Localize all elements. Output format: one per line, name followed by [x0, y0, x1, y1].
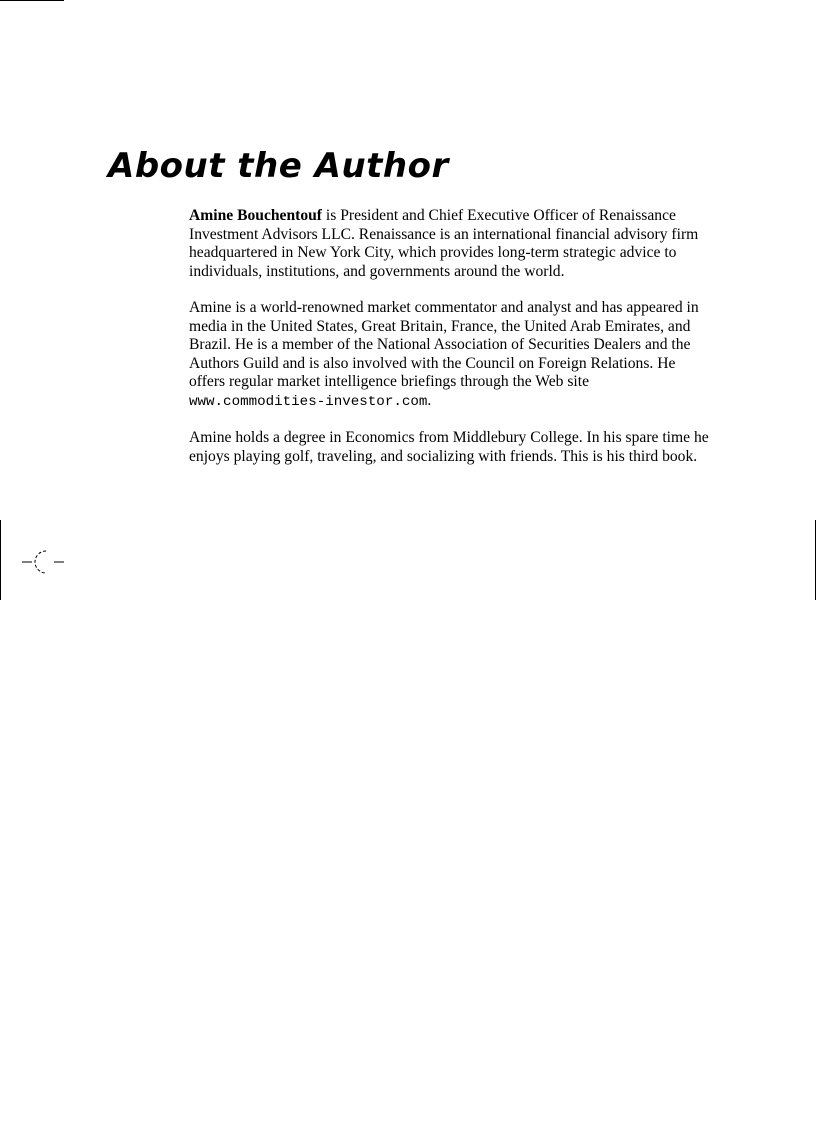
registration-mark-icon — [22, 548, 68, 576]
bio-paragraph-3-text: Amine holds a degree in Economics from Middlebury College. In his spare time he enjoys playing golf, traveling, and socializing with friends. This is his third book. — [189, 429, 709, 465]
bio-paragraph-3 — [189, 429, 709, 466]
crop-mark-top — [0, 0, 64, 1]
bio-paragraph-1-text: is President and Chief Executive Officer of Renaissance Investment Advisors LLC. Renaissance is an international financial advisory firm headquartered in New York City, which provides long-term strategic advice to individuals, institutions, and governments around the world. — [189, 207, 699, 280]
bio-paragraph-2-end: . — [427, 391, 432, 409]
bio-paragraph-2 — [189, 299, 709, 411]
page-title: About the Author — [108, 146, 449, 186]
author-bio — [189, 207, 709, 484]
margin-rule-left — [0, 520, 1, 600]
bio-paragraph-1 — [189, 207, 709, 281]
bio-paragraph-2-text: Amine is a world-renowned market commentator and analyst and has appeared in media in the United States, Great Britain, France, the United Arab Emirates, and Brazil. He is a member of the National Association of Securities Dealers and the Authors Guild and is also involved with the Council on Foreign Relations. He offers regular market intelligence briefings through the Web site — [189, 299, 699, 390]
website-url: www.commodities-investor.com — [189, 393, 428, 410]
author-name: Amine Bouchentouf — [189, 207, 322, 224]
